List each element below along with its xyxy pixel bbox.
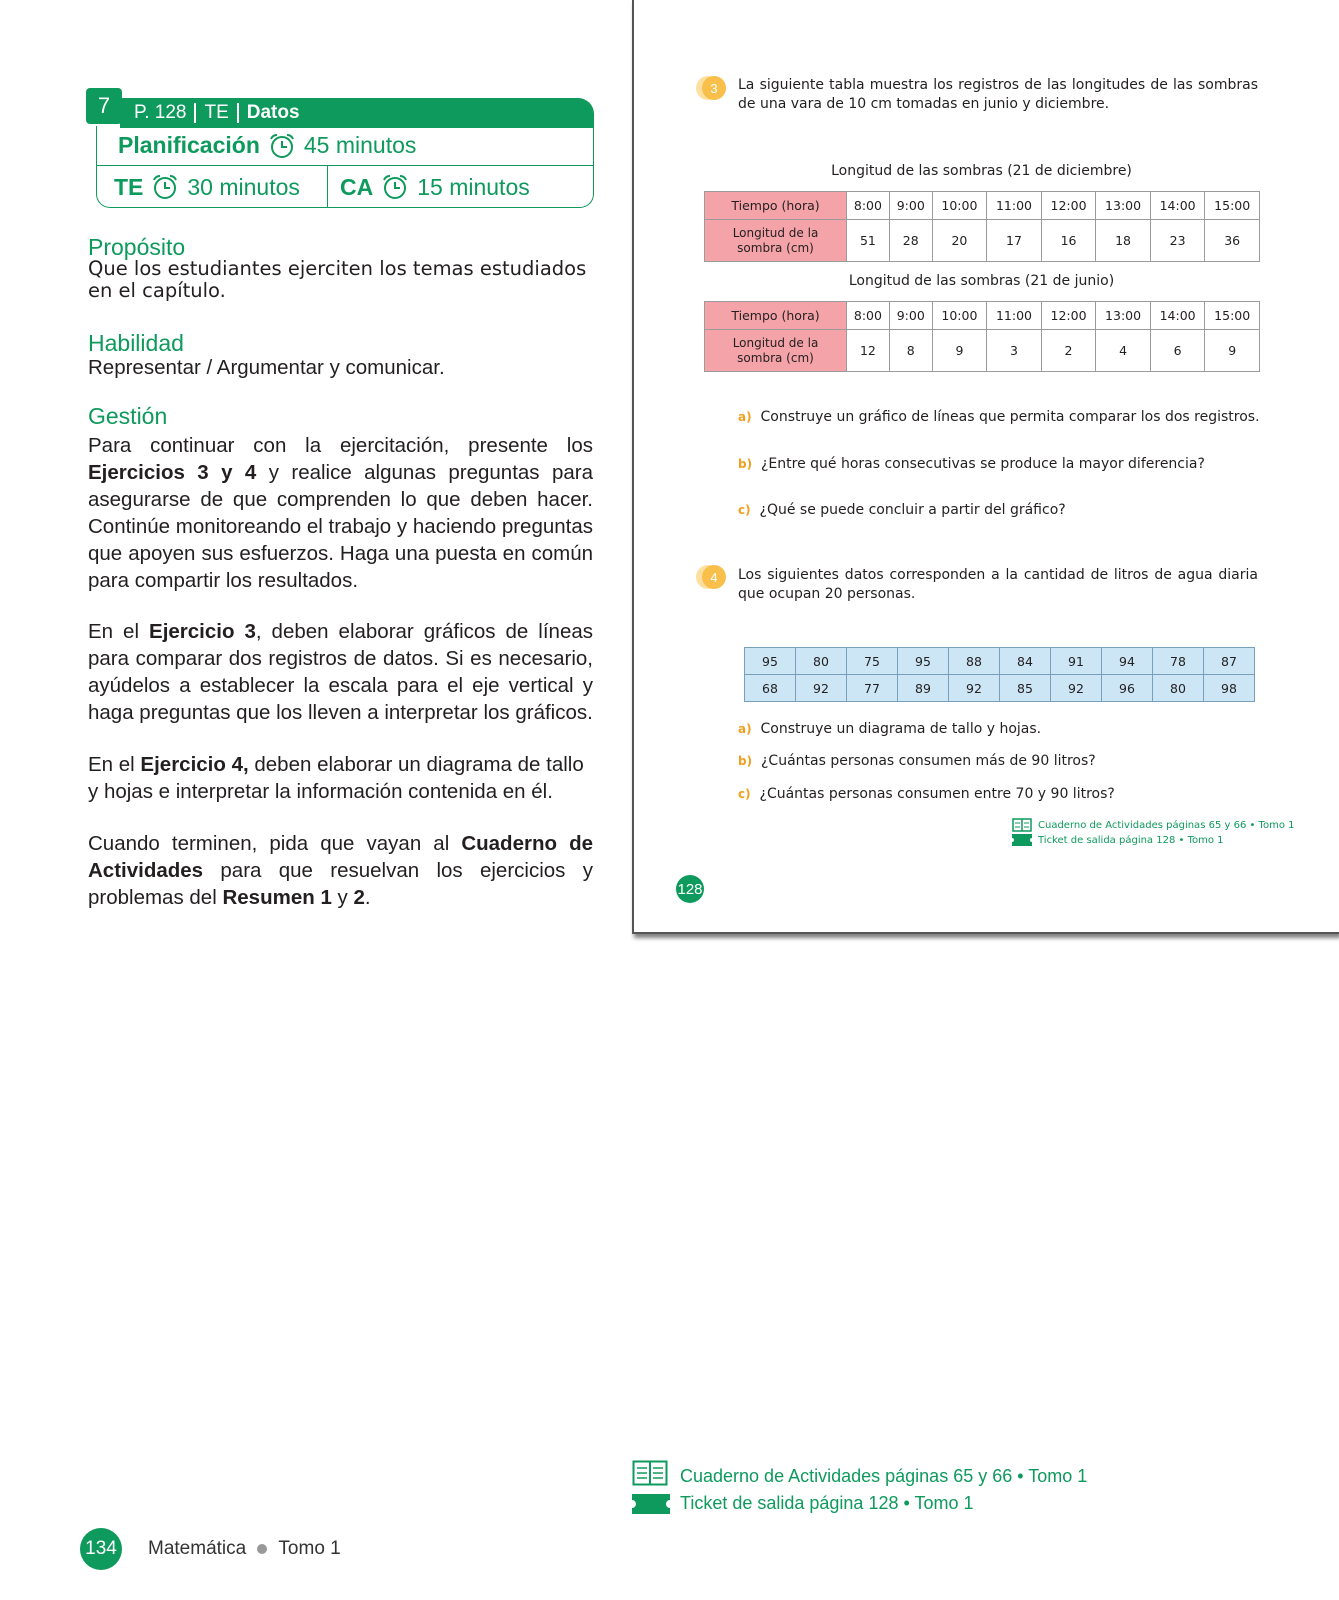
time-cell: 8:00	[847, 302, 890, 330]
question-text: ¿Qué se puede concluir a partir del gráfico?	[759, 502, 1066, 518]
table-row	[705, 330, 1260, 372]
label-line: Longitud de la	[732, 335, 819, 350]
question-letter: b)	[738, 754, 753, 768]
text-run: En el	[88, 620, 150, 643]
tomo-label: Tomo 1	[278, 1538, 341, 1559]
text-run: para que resuelvan los ejercicios y problemas del	[88, 859, 593, 909]
ca-label: CA	[340, 173, 374, 200]
label-line: sombra (cm)	[737, 240, 814, 255]
exercise-4-number	[702, 565, 726, 589]
time-cell: 9:00	[889, 192, 932, 220]
data-cell: 91	[1051, 648, 1102, 675]
exercise-3c	[738, 502, 1066, 518]
bullet-dot	[257, 1544, 267, 1554]
question-text: ¿Entre qué horas consecutivas se produce la mayor diferencia?	[760, 456, 1205, 472]
data-cell: 80	[1153, 675, 1204, 702]
habilidad-text: Representar / Argumentar y comunicar.	[88, 356, 445, 379]
time-cell: 14:00	[1150, 192, 1205, 220]
lesson-number: 7	[97, 93, 111, 118]
data-cell: 89	[898, 675, 949, 702]
ca-time: 15 minutos	[417, 173, 530, 200]
data-cell: 92	[796, 675, 847, 702]
time-cell: 12:00	[1041, 192, 1096, 220]
text-run: Cuando terminen, pida que vayan al	[88, 832, 462, 855]
data-cell: 95	[745, 648, 796, 675]
notebook-icon	[1012, 818, 1032, 832]
exercise-4b	[738, 753, 1096, 769]
time-cell: 8:00	[847, 192, 890, 220]
value-cell: 17	[987, 220, 1042, 262]
table-row	[705, 220, 1260, 262]
table-december	[704, 191, 1260, 262]
ticket-icon	[632, 1494, 670, 1514]
question-text: Construye un gráfico de líneas que permita comparar los dos registros.	[760, 409, 1260, 425]
value-cell: 18	[1096, 220, 1151, 262]
question-letter: a)	[738, 410, 752, 424]
value-cell: 16	[1041, 220, 1096, 262]
text-run: .	[364, 886, 371, 909]
data-cell: 85	[1000, 675, 1051, 702]
bold-run: Cuaderno de Actividades	[88, 832, 593, 882]
te-label: TE	[114, 173, 144, 200]
alarm-clock-icon	[268, 132, 296, 160]
value-cell: 51	[847, 220, 890, 262]
alarm-clock-icon	[381, 173, 409, 201]
value-cell: 23	[1150, 220, 1205, 262]
bold-run: Ejercicio 3	[149, 620, 256, 643]
bold-run: Ejercicio 4,	[140, 753, 249, 776]
proposito-text: Que los estudiantes ejerciten los temas estudiados en el capítulo.	[88, 257, 587, 302]
question-letter: b)	[738, 457, 753, 471]
label-line: sombra (cm)	[737, 350, 814, 365]
value-cell: 28	[889, 220, 932, 262]
table-row	[705, 302, 1260, 330]
time-header-cell: Tiempo (hora)	[705, 192, 847, 220]
value-cell: 12	[847, 330, 890, 372]
alarm-clock-icon	[151, 173, 179, 201]
length-header-cell	[705, 330, 847, 372]
ticket-icon	[1012, 834, 1032, 846]
value-cell: 36	[1205, 220, 1260, 262]
time-cell: 12:00	[1041, 302, 1096, 330]
bold-run: Ejercicios 3 y 4	[88, 461, 257, 484]
data-cell: 88	[949, 648, 1000, 675]
time-cell: 15:00	[1205, 302, 1260, 330]
value-cell: 9	[932, 330, 987, 372]
text-run: y	[331, 886, 354, 909]
exercise-3-text: La siguiente tabla muestra los registros de las longitudes de las sombras de una vara de 10 cm tomadas en junio y diciembre.	[738, 77, 1258, 112]
text-run: Para continuar con la ejercitación, presente los	[88, 434, 593, 457]
gestion-paragraph-4	[88, 830, 593, 911]
question-letter: c)	[738, 503, 751, 517]
length-header-cell	[705, 220, 847, 262]
exercise-4-text: Los siguientes datos corresponden a la cantidad de litros de agua diaria que ocupan 20 personas.	[738, 567, 1258, 602]
question-text: ¿Cuántas personas consumen entre 70 y 90 litros?	[759, 786, 1115, 802]
gestion-paragraph-2	[88, 618, 593, 726]
divider	[237, 103, 239, 123]
footer-ref-notebook: Cuaderno de Actividades páginas 65 y 66 • Tomo 1	[680, 1466, 1088, 1486]
table-row	[705, 192, 1260, 220]
gestion-paragraph-3	[88, 751, 593, 805]
page-number-badge	[80, 1528, 122, 1570]
preview-page-number	[676, 875, 704, 903]
small-ref-notebook: Cuaderno de Actividades páginas 65 y 66 • Tomo 1	[1038, 820, 1295, 831]
time-split-row	[96, 166, 594, 208]
time-cell: 14:00	[1150, 302, 1205, 330]
time-cell: 13:00	[1096, 192, 1151, 220]
value-cell: 9	[1205, 330, 1260, 372]
data-cell: 87	[1204, 648, 1255, 675]
divider	[194, 103, 196, 123]
notebook-icon	[632, 1460, 668, 1486]
question-letter: c)	[738, 787, 751, 801]
value-cell: 3	[987, 330, 1042, 372]
small-ref-ticket: Ticket de salida página 128 • Tomo 1	[1038, 835, 1224, 846]
book-footer	[148, 1538, 341, 1560]
lesson-number-badge	[86, 88, 122, 124]
text-run: y realice algunas preguntas para asegurarse de que comprenden lo que deben hacer. Continúe monitoreando el trabajo y haciendo preguntas que apoyen sus esfuerzos. Haga una puesta en común para compartir los resultados.	[88, 461, 593, 592]
value-cell: 8	[889, 330, 932, 372]
exercise-3-number	[702, 76, 726, 100]
data-cell: 80	[796, 648, 847, 675]
table-row	[745, 648, 1255, 675]
exercise-3a	[738, 409, 1260, 425]
data-cell: 92	[949, 675, 1000, 702]
lesson-header-bar	[120, 98, 594, 128]
text-run: , deben elaborar gráficos de líneas para comparar dos registros de datos. Si es necesario, ayúdelos a establecer la escala para el eje vertical y haga preguntas que los lleven a interpretar los gráficos.	[88, 620, 594, 724]
question-letter: a)	[738, 722, 752, 736]
time-cell: 13:00	[1096, 302, 1151, 330]
value-cell: 6	[1150, 330, 1205, 372]
te-ref: TE	[204, 102, 229, 123]
time-cell: 11:00	[987, 192, 1042, 220]
student-page-preview	[632, 0, 1339, 934]
exercise-4c	[738, 786, 1115, 802]
data-cell: 75	[847, 648, 898, 675]
planning-time: 45 minutos	[303, 132, 417, 158]
page-ref: P. 128	[134, 102, 187, 123]
data-cell: 68	[745, 675, 796, 702]
data-cell: 96	[1102, 675, 1153, 702]
label-line: Longitud de la	[732, 225, 819, 240]
page-number-text: 128	[677, 880, 703, 898]
data-cell: 92	[1051, 675, 1102, 702]
value-cell: 2	[1041, 330, 1096, 372]
exercise-number: 4	[710, 569, 718, 585]
time-cell: 9:00	[889, 302, 932, 330]
bold-run: Resumen 1	[222, 886, 332, 909]
data-cell: 77	[847, 675, 898, 702]
planning-row	[96, 126, 594, 166]
table-december-title: Longitud de las sombras (21 de diciembre)	[831, 163, 1132, 179]
page-number: 134	[85, 1538, 117, 1559]
text-run: En el	[88, 753, 141, 776]
ca-time-cell	[328, 166, 530, 208]
water-data-table	[744, 647, 1255, 702]
time-header-cell: Tiempo (hora)	[705, 302, 847, 330]
time-cell: 15:00	[1205, 192, 1260, 220]
footer-ref-ticket: Ticket de salida página 128 • Tomo 1	[680, 1493, 974, 1513]
habilidad-title: Habilidad	[88, 330, 184, 356]
table-june	[704, 301, 1260, 372]
book-name: Matemática	[148, 1538, 247, 1559]
question-text: ¿Cuántas personas consumen más de 90 litros?	[760, 753, 1096, 769]
gestion-title: Gestión	[88, 403, 168, 429]
planning-label: Planificación	[118, 132, 260, 158]
data-cell: 84	[1000, 648, 1051, 675]
table-row	[745, 675, 1255, 702]
text-run: deben elaborar un diagrama de tallo y hojas e interpretar la información contenida en él.	[88, 753, 584, 803]
time-cell: 10:00	[932, 302, 987, 330]
question-text: Construye un diagrama de tallo y hojas.	[760, 721, 1042, 737]
value-cell: 20	[932, 220, 987, 262]
proposito-title: Propósito	[88, 234, 186, 260]
bold-run: 2	[353, 886, 365, 909]
time-cell: 11:00	[987, 302, 1042, 330]
exercise-3b	[738, 456, 1205, 472]
te-time-cell	[96, 166, 328, 208]
data-cell: 94	[1102, 648, 1153, 675]
time-cell: 10:00	[932, 192, 987, 220]
data-cell: 95	[898, 648, 949, 675]
gestion-paragraph-1	[88, 432, 593, 594]
data-cell: 98	[1204, 675, 1255, 702]
table-june-title: Longitud de las sombras (21 de junio)	[848, 273, 1115, 289]
value-cell: 4	[1096, 330, 1151, 372]
exercise-4a	[738, 721, 1041, 737]
topic-title: Datos	[246, 102, 300, 123]
te-time: 30 minutos	[187, 173, 300, 200]
exercise-number: 3	[710, 80, 718, 96]
data-cell: 78	[1153, 648, 1204, 675]
